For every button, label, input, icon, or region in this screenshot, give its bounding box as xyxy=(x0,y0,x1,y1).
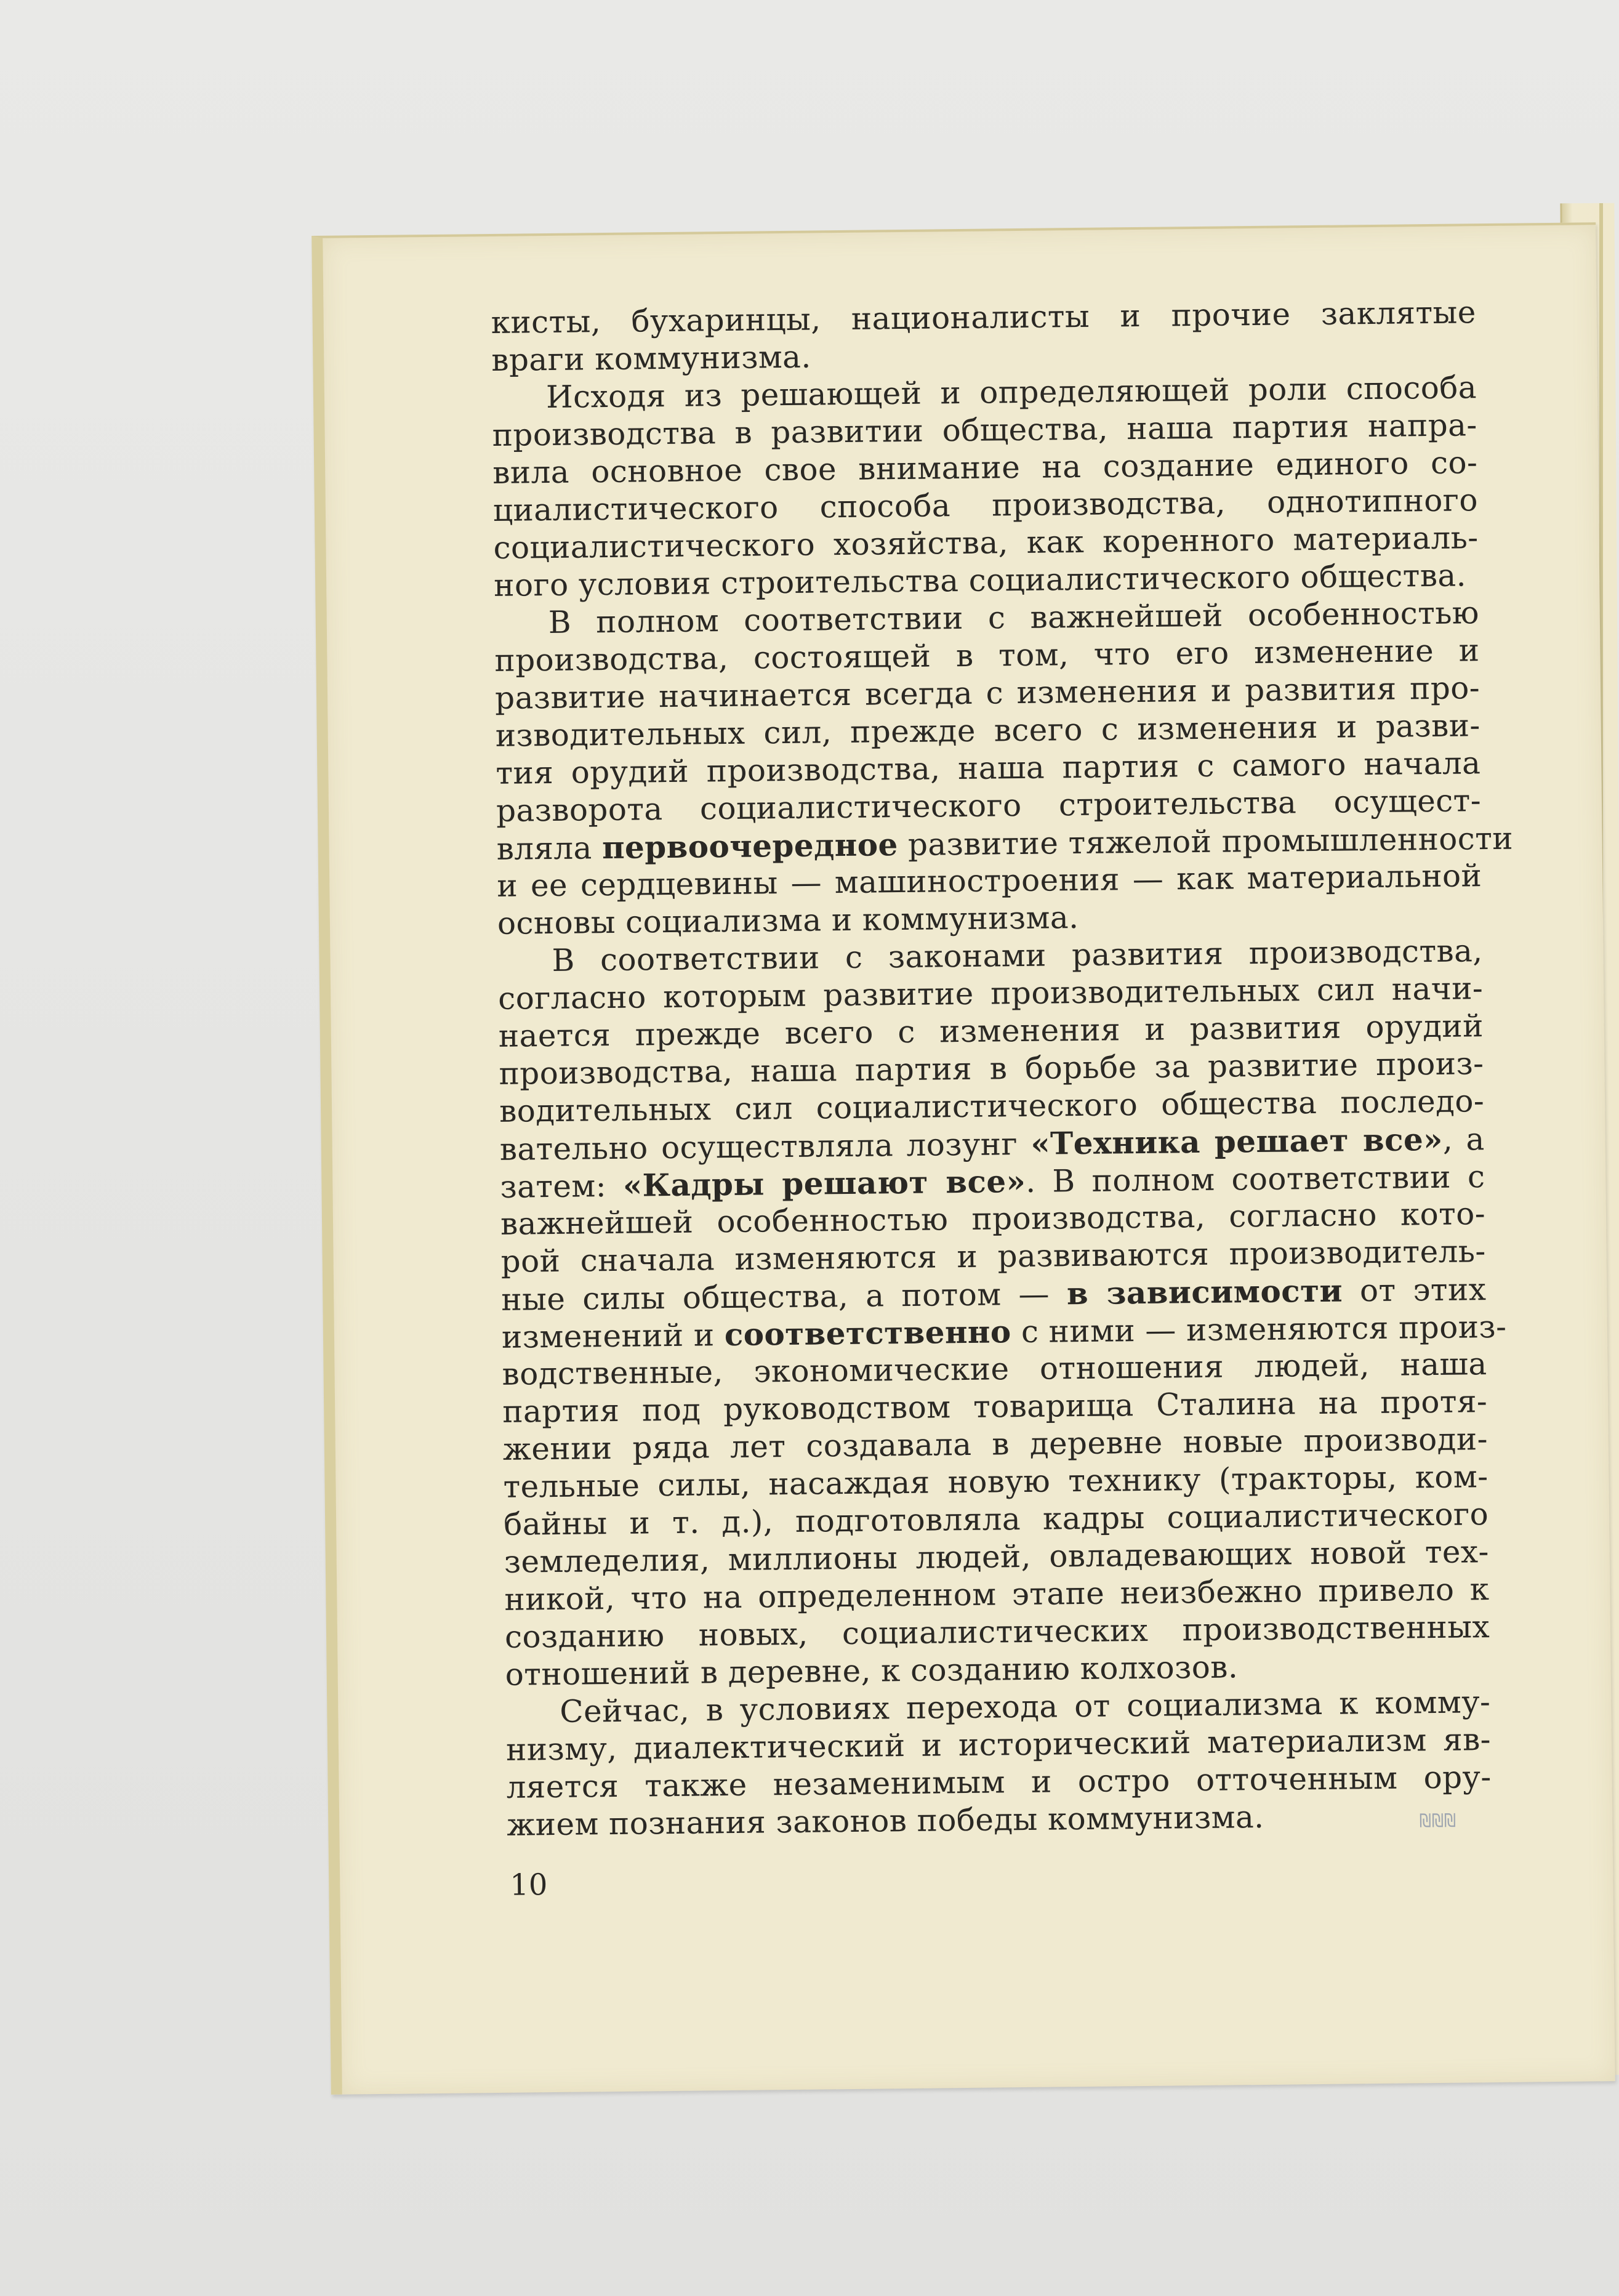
text-line: враги коммунизма. xyxy=(491,339,811,378)
text-line: Исходя из решающей и определяющей роли способа xyxy=(545,369,1477,416)
text-line: жием познания законов победы коммунизма. xyxy=(506,1799,1264,1843)
text-line-with-emphasis: вательно осуществляла лозунг «Техника решает все», а xyxy=(499,1121,1485,1167)
corner-stamp-mark: ₪₪₪ xyxy=(1420,1810,1457,1832)
text-line: низму, диалектический и исторический материализм яв- xyxy=(505,1722,1492,1768)
text-line: кисты, бухаринцы, националисты и прочие заклятые xyxy=(491,294,1476,340)
text-line: водительных сил социалистического общества последо- xyxy=(499,1083,1485,1129)
text-line: основы социализма и коммунизма. xyxy=(497,900,1079,941)
text-line: тия орудий производства, наша партия с самого начала xyxy=(496,745,1481,791)
text-line: ного условия строительства социалистического общества. xyxy=(493,557,1467,603)
text-line: ляется также незаменимым и остро отточенным ору- xyxy=(506,1759,1492,1805)
text-line: созданию новых, социалистических производственных xyxy=(504,1609,1490,1655)
body-text xyxy=(491,294,1514,1844)
emphasized-phrase: соответственно xyxy=(724,1313,1011,1353)
text-line: циалистического способа производства, однотипного xyxy=(492,482,1479,528)
text-line-with-emphasis: вляла первоочередное развитие тяжелой промышленности xyxy=(496,820,1514,867)
text-line: земледелия, миллионы людей, овладевающих новой тех- xyxy=(504,1534,1490,1580)
page-number: 10 xyxy=(510,1867,548,1903)
text-line: развитие начинается всегда с изменения и развития про- xyxy=(494,670,1480,716)
text-line: партия под руководством товарища Сталина на протя- xyxy=(502,1384,1488,1430)
text-line: В соответствии с законами развития производства, xyxy=(552,933,1483,978)
text-line: производства в развитии общества, наша партия напра- xyxy=(492,407,1477,453)
text-line: байны и т. д.), подготовляла кадры социалистического xyxy=(503,1496,1489,1542)
text-line-with-emphasis: ные силы общества, а потом — в зависимости от этих xyxy=(501,1271,1487,1318)
text-line-with-emphasis: изменений и соответственно с ними — изменяются произ- xyxy=(501,1308,1507,1355)
text-line: производства, наша партия в борьбе за развитие произ- xyxy=(499,1045,1484,1092)
text-line: и ее сердцевины — машиностроения — как материальной xyxy=(497,858,1482,904)
text-line: вила основное свое внимание на создание единого со- xyxy=(492,445,1478,491)
text-line: социалистического хозяйства, как коренного материаль- xyxy=(493,520,1479,566)
emphasized-phrase: «Техника решает все» xyxy=(1030,1121,1444,1162)
booklet-page xyxy=(311,222,1615,2095)
emphasized-phrase: «Кадры решают все» xyxy=(622,1162,1026,1204)
text-line: отношений в деревне, к созданию колхозов. xyxy=(505,1649,1239,1693)
text-line-with-emphasis: затем: «Кадры решают все». В полном соответствии с xyxy=(500,1159,1485,1205)
text-line: рой сначала изменяются и развиваются производитель- xyxy=(500,1233,1486,1279)
text-line: никой, что на определенном этапе неизбежно привело к xyxy=(504,1571,1490,1617)
text-line: тельные силы, насаждая новую технику (тракторы, ком- xyxy=(503,1459,1488,1505)
emphasized-phrase: в зависимости xyxy=(1066,1272,1343,1312)
text-line: изводительных сил, прежде всего с изменения и разви- xyxy=(495,707,1480,754)
emphasized-phrase: первоочередное xyxy=(601,826,898,866)
text-line: важнейшей особенностью производства, согласно кото- xyxy=(500,1196,1486,1242)
text-line: жении ряда лет создавала в деревне новые производи- xyxy=(502,1421,1488,1467)
text-line: согласно которым развитие производительных сил начи- xyxy=(497,970,1484,1017)
text-line: В полном соответствии с важнейшей особенностью xyxy=(548,595,1480,641)
text-line: производства, состоящей в том, что его изменение и xyxy=(494,632,1480,679)
text-line: водственные, экономические отношения людей, наша xyxy=(502,1346,1487,1392)
text-line: разворота социалистического строительства осущест- xyxy=(496,783,1482,829)
text-line: нается прежде всего с изменения и развития орудий xyxy=(498,1008,1484,1054)
text-line: Сейчас, в условиях перехода от социализма к комму- xyxy=(560,1684,1491,1730)
